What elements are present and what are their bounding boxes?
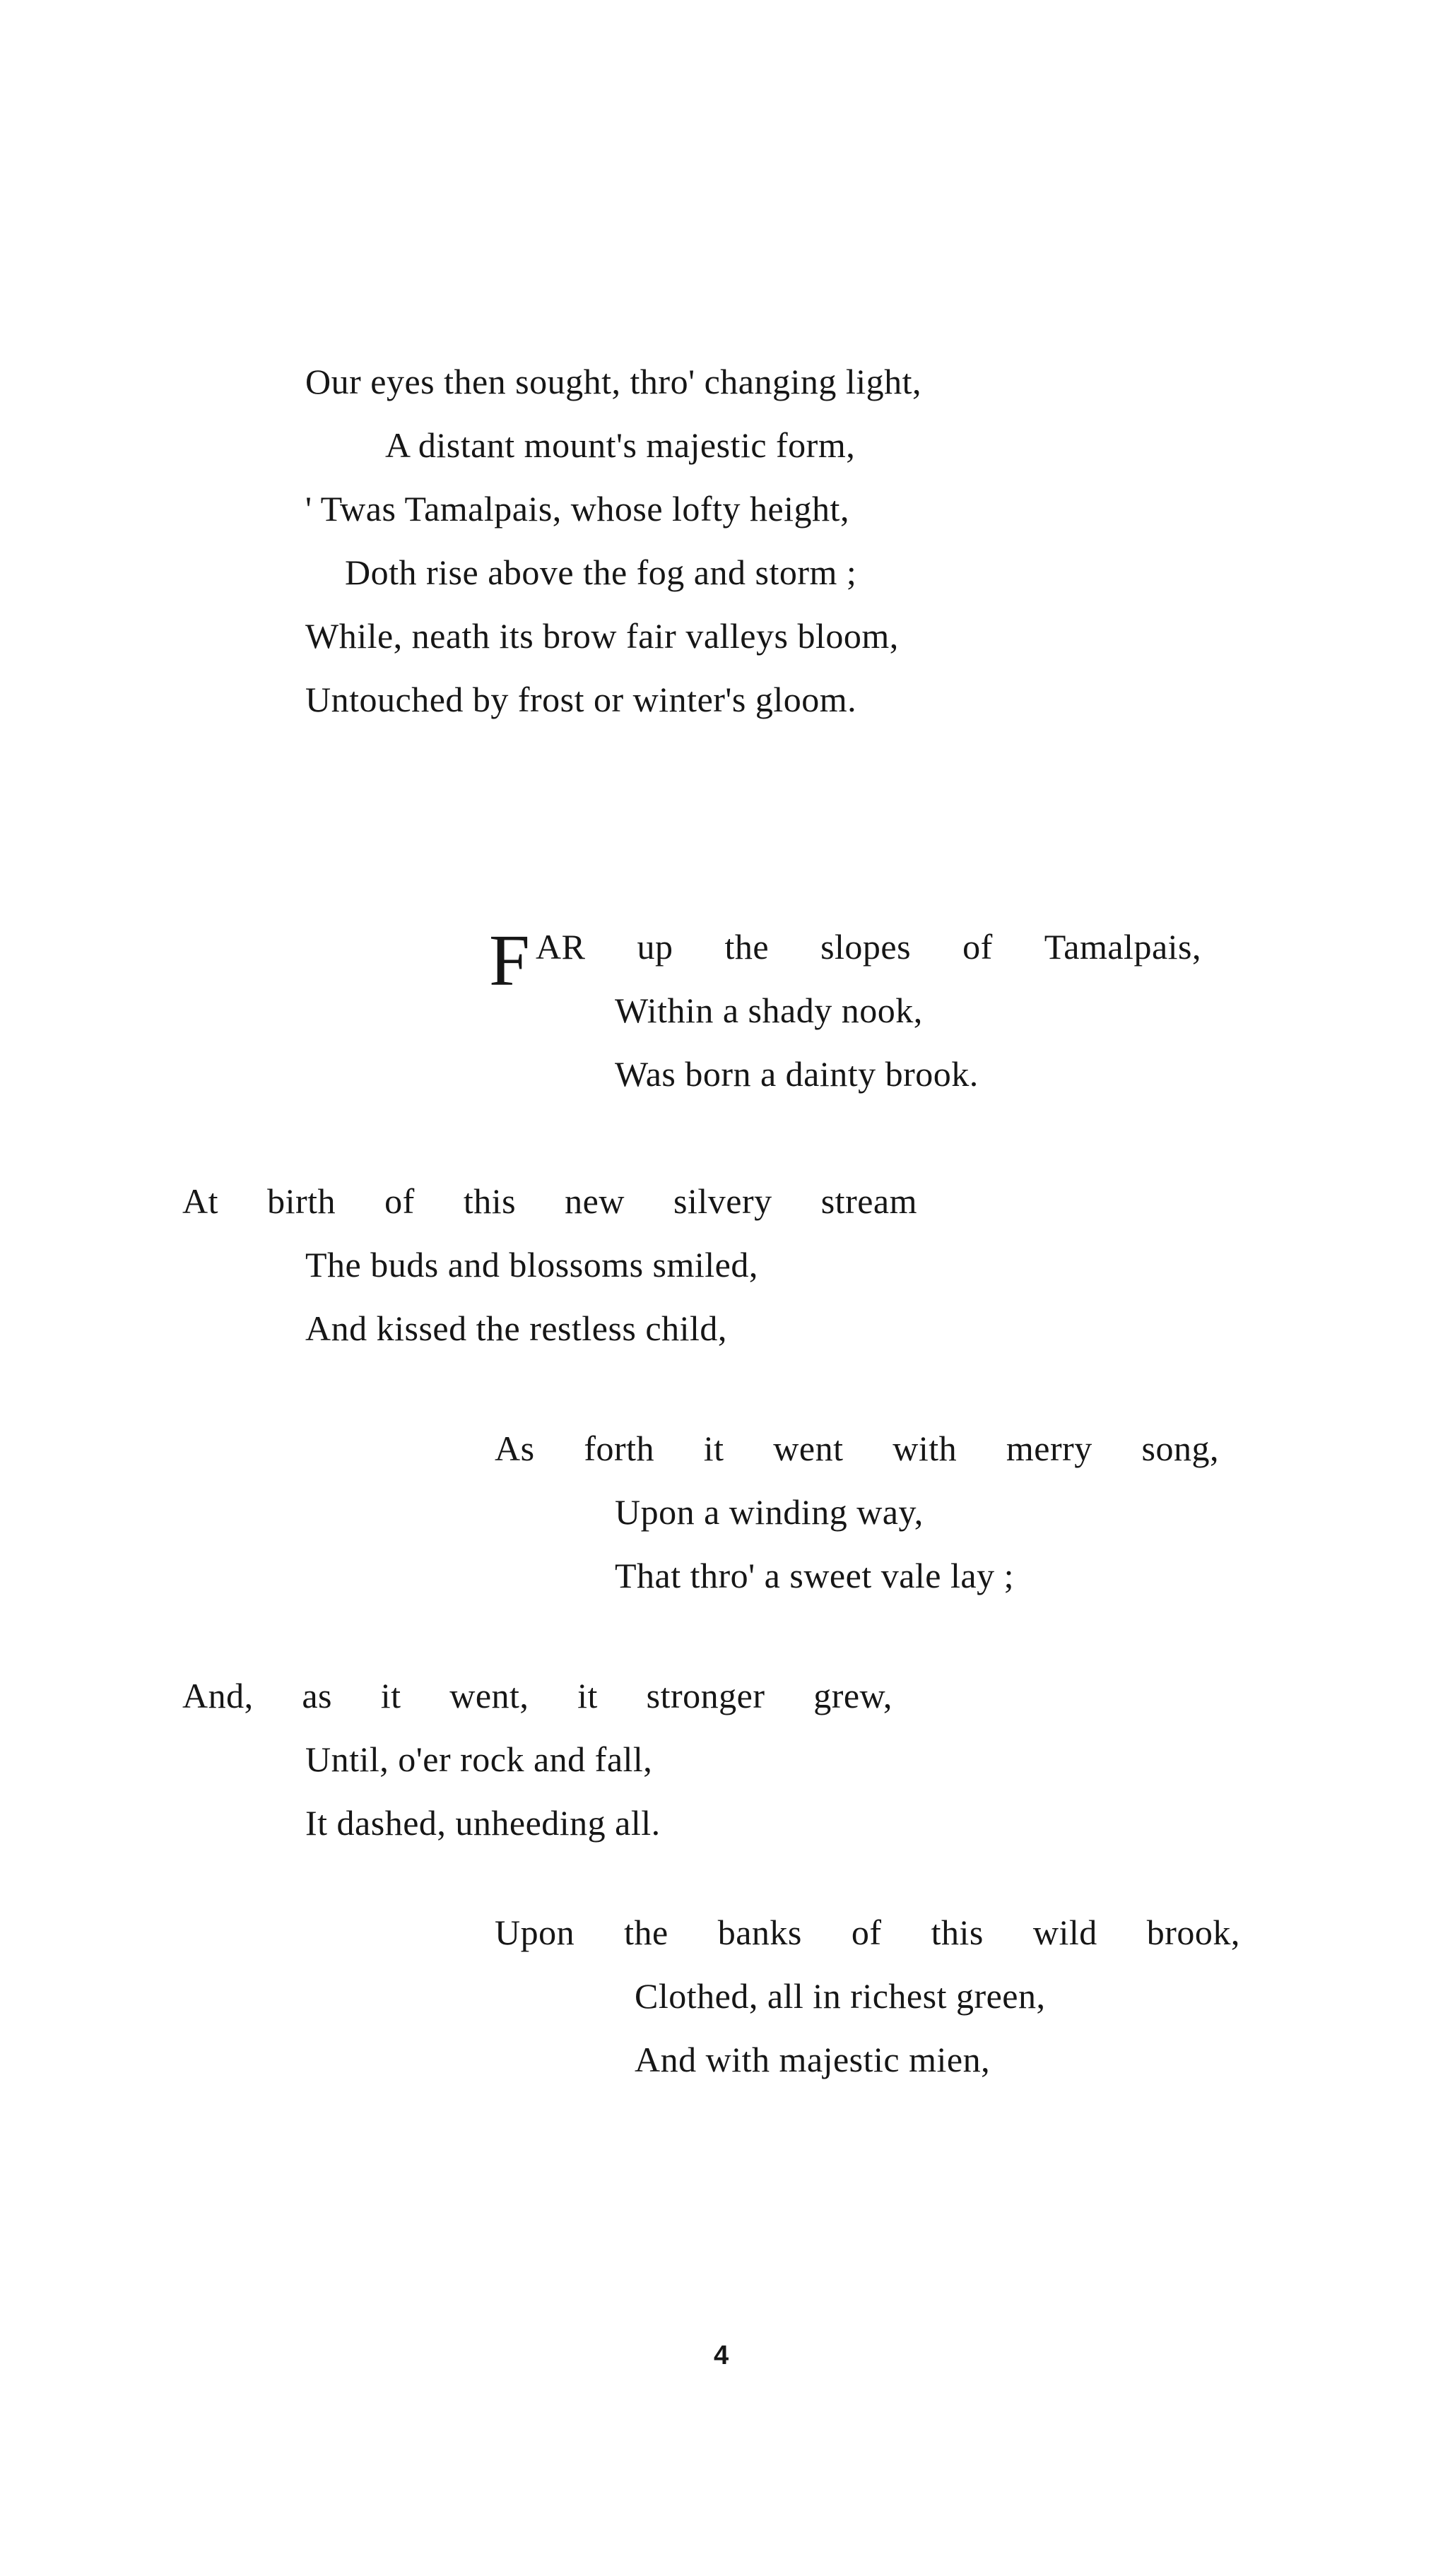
word: went, [449,1676,529,1715]
poem-line-spread [182,1180,917,1222]
poem-line: And kissed the restless child, [305,1308,727,1348]
word: AR [536,927,586,967]
word: the [724,927,770,967]
word: up [637,927,673,967]
word: merry [1006,1429,1092,1468]
word: And, [182,1676,254,1715]
page-number: 4 [714,2341,729,2370]
word: stream [820,1181,917,1221]
poem-line: Upon a winding way, [615,1492,924,1532]
poem-line: It dashed, unheeding all. [305,1803,661,1843]
word: new [565,1181,625,1221]
poem-line-spread [495,1911,1240,1954]
word: Upon [495,1913,575,1952]
word: this [463,1181,517,1221]
poem-line: Within a shady nook, [615,991,923,1030]
word: slopes [820,927,912,967]
poem-line: Until, o'er rock and fall, [305,1739,653,1779]
word: with [893,1429,958,1468]
poem-line: The buds and blossoms smiled, [305,1245,758,1284]
word: Tamalpais, [1044,927,1201,967]
word: grew, [813,1676,893,1715]
word: this [931,1913,984,1952]
word: of [851,1913,882,1952]
word: silvery [673,1181,772,1221]
poem-line: Our eyes then sought, thro' changing light, [305,362,922,401]
word: At [182,1181,218,1221]
word: of [962,927,993,967]
poem-line: A distant mount's majestic form, [385,425,856,465]
poem-line: And with majestic mien, [635,2040,991,2079]
word: As [495,1429,535,1468]
poem-line-spread [182,1674,893,1717]
word: banks [717,1913,802,1952]
poem-line: While, neath its brow fair valleys bloom, [305,616,899,656]
word: it [577,1676,598,1715]
poem-line-spread [495,1427,1219,1470]
word: went [773,1429,844,1468]
word: brook, [1146,1913,1240,1952]
word: forth [584,1429,655,1468]
drop-cap: F [489,920,530,1001]
poem-line: Was born a dainty brook. [615,1054,979,1094]
word: wild [1032,1913,1097,1952]
word: birth [267,1181,336,1221]
poem-line: Clothed, all in richest green, [635,1976,1046,2016]
word: stronger [646,1676,765,1715]
poem-line-spread [536,926,1201,968]
poem-line: That thro' a sweet vale lay ; [615,1556,1014,1595]
poem-line: ' Twas Tamalpais, whose lofty height, [305,489,849,528]
word: song, [1141,1429,1219,1468]
word: it [380,1676,401,1715]
word: the [624,1913,668,1952]
word: as [302,1676,332,1715]
poem-line: Doth rise above the fog and storm ; [345,553,857,592]
word: it [703,1429,724,1468]
poem-line: Untouched by frost or winter's gloom. [305,680,857,719]
word: of [384,1181,415,1221]
